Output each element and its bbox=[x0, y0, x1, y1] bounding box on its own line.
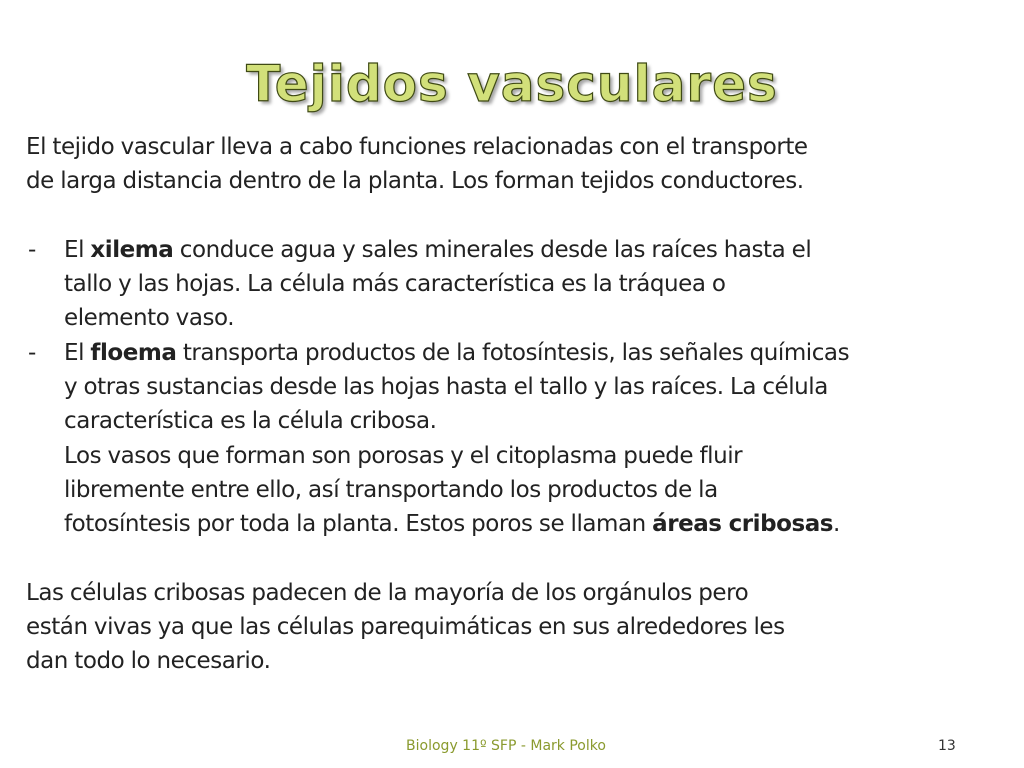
bullet-prefix: El bbox=[64, 339, 91, 366]
bullet-line: tallo y las hojas. La célula más característica es la tráquea o bbox=[64, 271, 726, 298]
intro-line: de larga distancia dentro de la planta. Los forman tejidos conductores. bbox=[26, 168, 804, 195]
term-floema: floema bbox=[90, 339, 177, 366]
footer-credit: Biology 11º SFP - Mark Polko bbox=[406, 738, 606, 754]
bullet-line: libremente entre ello, así transportando los productos de la bbox=[64, 476, 718, 503]
term-areas-cribosas: áreas cribosas bbox=[652, 511, 834, 538]
bullet-line: elemento vaso. bbox=[64, 305, 235, 332]
bullet-line bbox=[64, 507, 1016, 541]
spacer bbox=[26, 199, 1016, 233]
bullet-floema bbox=[26, 336, 1016, 542]
bullet-line bbox=[64, 233, 1016, 267]
bullet-prefix: El bbox=[64, 236, 91, 263]
slide-title: Tejidos vasculares bbox=[246, 55, 778, 113]
closing-line: están vivas ya que las células parequimáticas en sus alrededores les bbox=[26, 614, 785, 641]
bullet-text: conduce agua y sales minerales desde las raíces hasta el bbox=[173, 236, 812, 263]
slide-body bbox=[26, 130, 1016, 679]
bullet-text: transporta productos de la fotosíntesis, las señales químicas bbox=[176, 339, 850, 366]
term-xilema: xilema bbox=[90, 236, 174, 263]
bullet-line: característica es la célula cribosa. bbox=[64, 408, 437, 435]
bullet-line bbox=[64, 336, 1016, 370]
bullet-dash: - bbox=[28, 339, 36, 366]
bullet-line: Los vasos que forman son porosas y el citoplasma puede fluir bbox=[64, 442, 743, 469]
bullet-line: y otras sustancias desde las hojas hasta el tallo y las raíces. La célula bbox=[64, 374, 828, 401]
closing-line: Las células cribosas padecen de la mayoría de los orgánulos pero bbox=[26, 579, 749, 606]
closing-line: dan todo lo necesario. bbox=[26, 648, 271, 675]
bullet-xilema bbox=[26, 233, 1016, 336]
bullet-text: fotosíntesis por toda la planta. Estos poros se llaman bbox=[64, 511, 653, 538]
intro-line: El tejido vascular lleva a cabo funciones relacionadas con el transporte bbox=[26, 134, 808, 160]
page-number: 13 bbox=[938, 738, 956, 754]
bullet-dash: - bbox=[28, 236, 36, 263]
spacer bbox=[26, 542, 1016, 576]
bullet-text: . bbox=[833, 511, 840, 538]
